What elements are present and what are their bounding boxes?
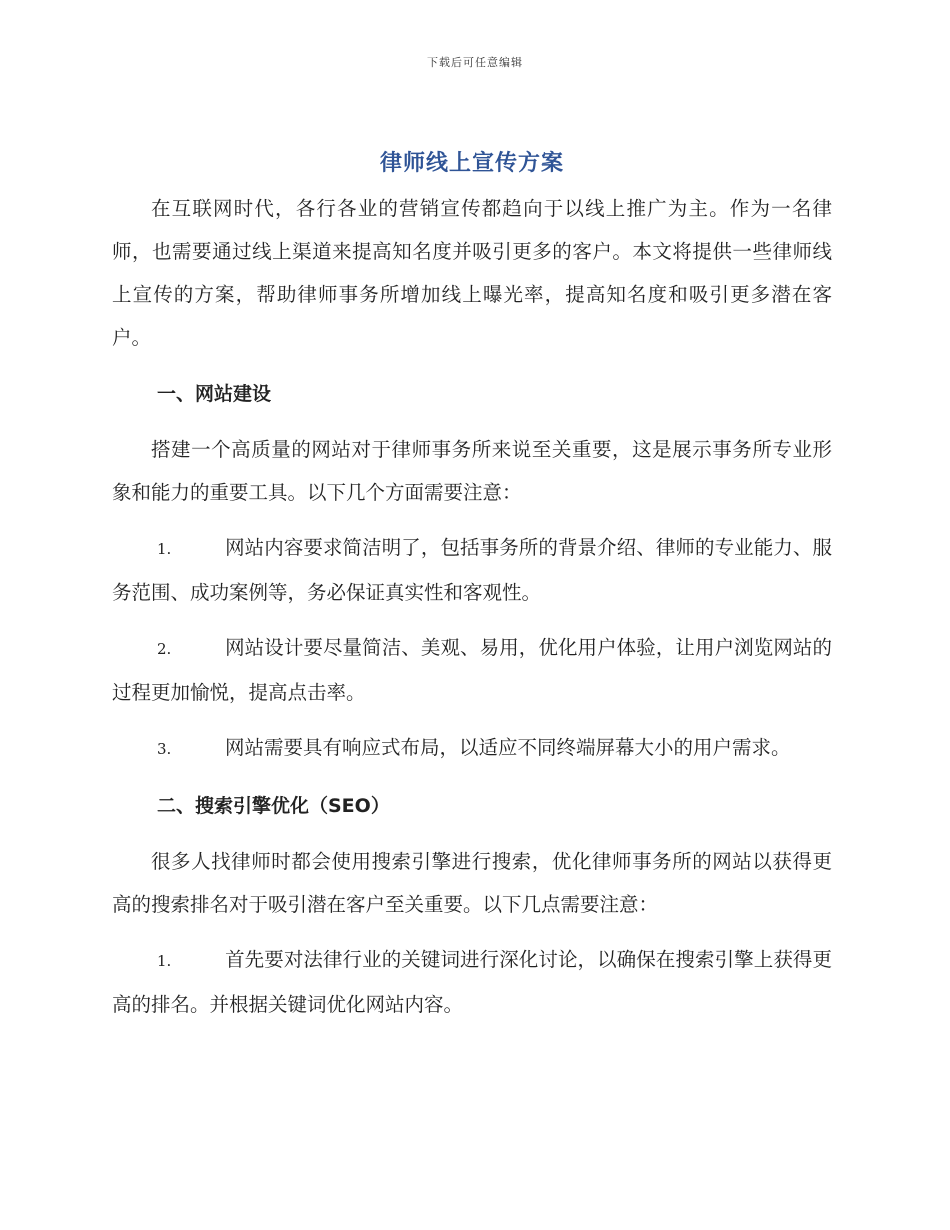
list-item-text: 网站内容要求简洁明了，包括事务所的背景介绍、律师的专业能力、服务范围、成功案例等，务必保证真实性和客观性。 — [112, 536, 832, 604]
section-heading: 二、搜索引擎优化（SEO） — [157, 795, 390, 817]
section-heading: 一、网站建设 — [157, 383, 272, 405]
list-item — [112, 526, 832, 614]
list-item-number: 1. — [157, 540, 172, 558]
list-item-text: 网站设计要尽量简洁、美观、易用，优化用户体验，让用户浏览网站的过程更加愉悦，提高点击率。 — [112, 636, 832, 704]
header-note: 下载后可任意编辑 — [427, 56, 523, 69]
section-seo — [112, 785, 832, 1026]
list-item-number: 1. — [157, 952, 172, 970]
document-title: 律师线上宣传方案 — [379, 151, 564, 176]
list-item-text: 网站需要具有响应式布局，以适应不同终端屏幕大小的用户需求。 — [225, 736, 791, 759]
list-item-text: 首先要对法律行业的关键词进行深化讨论，以确保在搜索引擎上获得更高的排名。并根据关键词优化网站内容。 — [112, 948, 832, 1016]
list-item — [112, 938, 832, 1026]
document-body — [112, 148, 832, 1026]
section-website — [112, 373, 832, 771]
intro-paragraph: 在互联网时代，各行各业的营销宣传都趋向于以线上推广为主。作为一名律师，也需要通过线上渠道来提高知名度并吸引更多的客户。本文将提供一些律师线上宣传的方案，帮助律师事务所增加线上曝光率，提高知名度和吸引更多潜在客户。 — [112, 197, 832, 349]
list-item-number: 3. — [157, 740, 172, 758]
list-item-number: 2. — [157, 640, 172, 658]
section-paragraph: 很多人找律师时都会使用搜索引擎进行搜索，优化律师事务所的网站以获得更高的搜索排名对于吸引潜在客户至关重要。以下几点需要注意： — [112, 850, 832, 916]
section-paragraph: 搭建一个高质量的网站对于律师事务所来说至关重要，这是展示事务所专业形象和能力的重要工具。以下几个方面需要注意： — [112, 438, 832, 504]
list-item — [112, 726, 832, 771]
list-item — [112, 626, 832, 714]
